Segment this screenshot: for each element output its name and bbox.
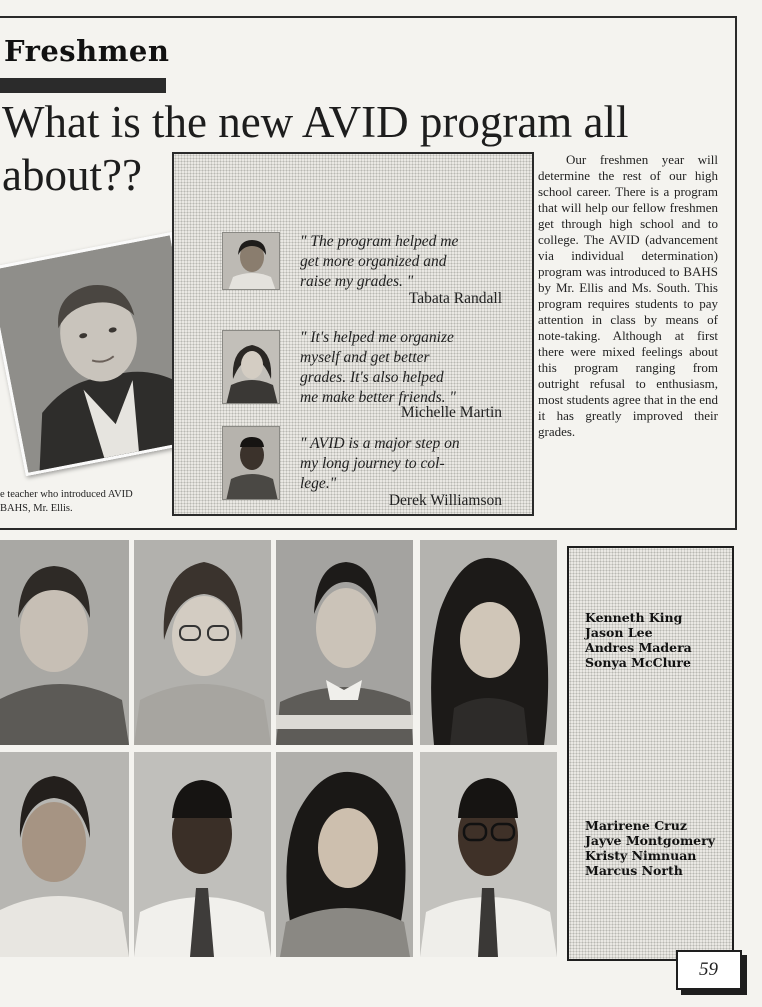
teacher-caption [0,488,160,516]
name-top-4: Sonya McClure [585,655,691,670]
portrait-sonya-mcclure [420,540,557,745]
name-bottom-3: Kristy Nimnuan [585,848,697,863]
portrait-jayve-montgomery [134,752,271,957]
quote-line: myself and get better [300,349,430,366]
name-bottom-1: Marirene Cruz [585,818,687,833]
quote-line: get more organized and [300,253,447,270]
quote-text-tabata [300,232,510,292]
name-top-3: Andres Madera [585,640,692,655]
name-bottom-2: Jayve Montgomery [585,833,715,848]
quote-line: me make better friends. " [300,389,456,406]
quote-text-derek [300,434,510,494]
portrait-jason-lee [134,540,271,745]
portrait-kristy-nimnuan [276,752,413,957]
quote-author-michelle: Michelle Martin [400,404,502,421]
quote-line: " The program helped me [300,233,459,250]
name-top-2: Jason Lee [585,625,653,640]
page-number-box [676,950,742,990]
heading-underline-bar [0,78,166,93]
article-body: Our freshmen year will determine the rest of our high school career. There is a program that will help our fellow freshmen get through high school and to college. The AVID (advancement via individual determination) program was introduced to BAHS by Mr. Ellis and Ms. South. This program requires students to pay attention in class by means of note-taking. Although at first there were mixed feelings about this program ranging from outright refusal to enthusiasm, most students agree that in the end it has greatly improved their grades. [538,152,718,439]
portrait-marirene-cruz [0,752,129,957]
quote-line: grades. It's also helped [300,369,444,386]
portrait-kenneth-king [0,540,129,745]
headline-line-2: about?? [2,150,142,200]
quote-box [172,152,534,516]
quote-photo-michelle [222,330,280,404]
name-bottom-4: Marcus North [585,863,683,878]
quote-photo-derek [222,426,280,500]
headline-line-1: What is the new AVID program all [2,97,629,147]
quote-text-michelle [300,328,510,408]
names-box [567,546,734,961]
quote-author-derek: Derek Williamson [388,492,502,509]
name-top-1: Kenneth King [585,610,683,625]
quote-line: my long journey to col- [300,455,445,472]
teacher-caption-line-1: e teacher who introduced AVID [0,489,133,500]
quote-author-tabata: Tabata Randall [408,290,502,307]
portrait-andres-madera [276,540,413,745]
quote-line: " AVID is a major step on [300,435,460,452]
quote-photo-tabata [222,232,280,290]
section-heading: Freshmen [4,34,170,68]
page-number: 59 [699,959,718,980]
teacher-caption-line-2: BAHS, Mr. Ellis. [0,503,73,514]
quote-line: raise my grades. " [300,273,414,290]
portrait-marcus-north [420,752,557,957]
quote-line: lege." [300,475,337,492]
quote-line: " It's helped me organize [300,329,454,346]
